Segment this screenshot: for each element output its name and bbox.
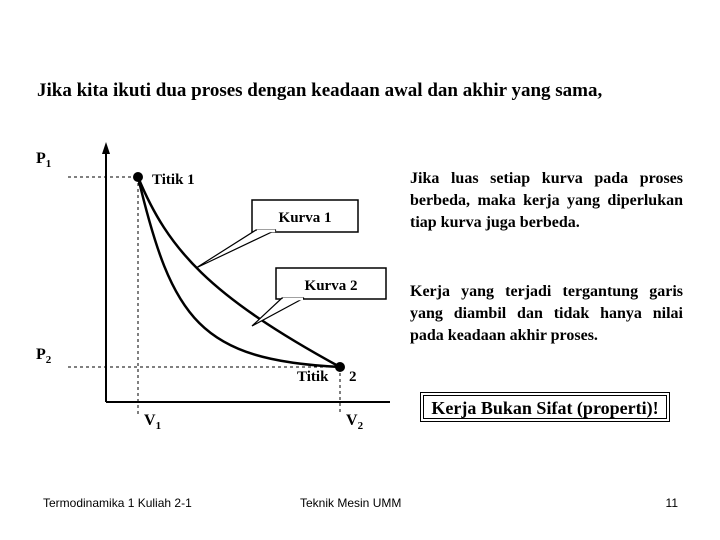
p2-axis-label: $P_2$ xyxy=(36,346,52,366)
point-2-label-b: 2 xyxy=(349,369,357,385)
explanation-paragraph-path: Kerja yang terjadi tergantung garis yang diambil dan tidak hanya nilai pada keadaan akhir proses. xyxy=(410,283,683,344)
point-1-label: Titik 1 xyxy=(152,172,195,188)
v2-axis-label: $V_2$ xyxy=(346,412,364,432)
curve-2-callout-pointer xyxy=(252,298,304,326)
p1-axis-label: $P_1$ xyxy=(36,150,52,170)
point-1-marker xyxy=(133,172,143,182)
conclusion-box: Kerja Bukan Sifat (properti)! xyxy=(420,392,670,422)
point-2-marker xyxy=(335,362,345,372)
curve-1-label: Kurva 1 xyxy=(278,210,332,226)
curve-2-label: Kurva 2 xyxy=(304,278,358,294)
point-2-label-a: Titik xyxy=(297,369,329,385)
footer-page-number: 11 xyxy=(665,496,678,510)
footer-course: Termodinamika 1 Kuliah 2-1 xyxy=(43,496,192,510)
footer-institution: Teknik Mesin UMM xyxy=(300,496,402,510)
v1-axis-label: $V_1$ xyxy=(144,412,162,432)
curve-1-callout-pointer xyxy=(196,230,276,268)
slide-title: Jika kita ikuti dua proses dengan keadaan awal dan akhir yang sama, xyxy=(37,80,603,101)
explanation-paragraph-area: Jika luas setiap kurva pada proses berbeda, maka kerja yang diperlukan tiap kurva juga berbeda. xyxy=(410,170,683,231)
y-axis-arrowhead xyxy=(102,142,110,154)
